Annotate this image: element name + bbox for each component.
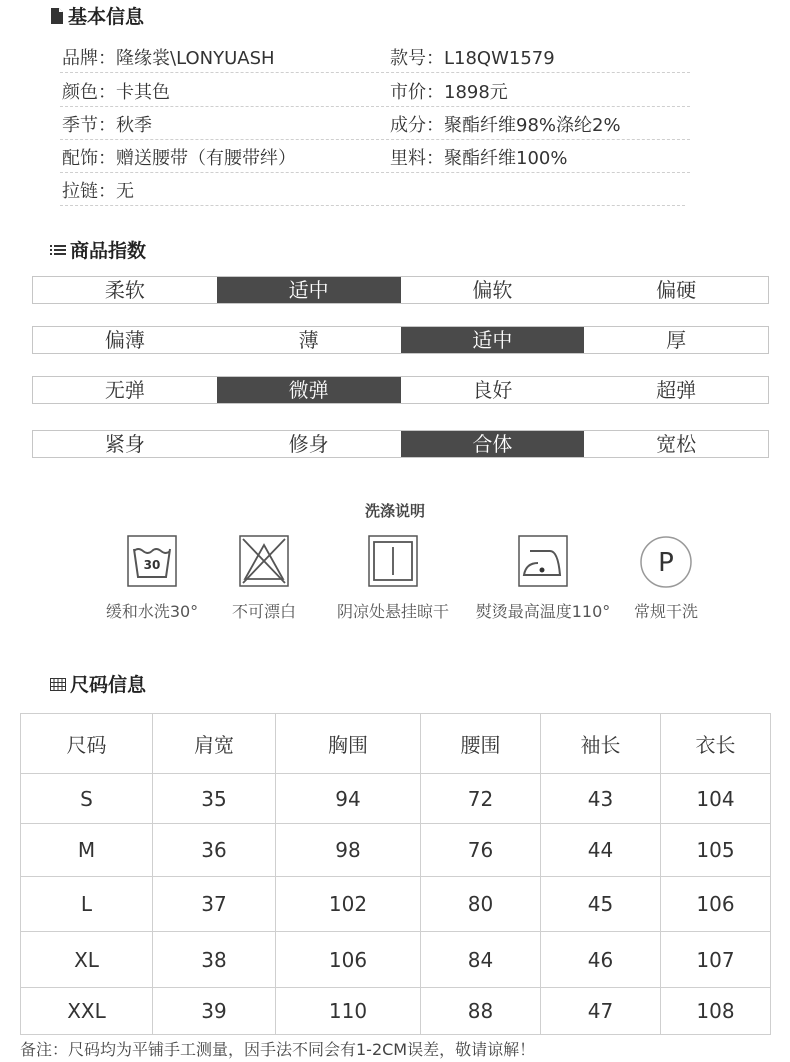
table-row [21,877,771,932]
index-option: 厚 [666,328,687,352]
index-option-selected: 适中 [217,277,401,303]
product-index-title [50,236,146,263]
measure-cell: 105 [661,824,771,877]
index-option: 良好 [472,378,513,402]
care-label: 缓和水洗30° [105,602,199,621]
measure-cell: 44 [541,824,661,877]
size-cell: XL [21,932,153,988]
info-field: 款号：L18QW1579 [390,48,555,69]
size-cell: XXL [21,988,153,1035]
measure-cell: 46 [541,932,661,988]
measure-cell: 108 [661,988,771,1035]
index-option: 超弹 [656,378,697,402]
column-header: 胸围 [276,714,421,774]
info-divider [60,205,685,206]
measure-cell: 98 [276,824,421,877]
index-option: 宽松 [656,432,697,456]
column-header: 腰围 [421,714,541,774]
measure-cell: 45 [541,877,661,932]
size-info-title [50,670,146,697]
index-option: 薄 [298,328,319,352]
measure-cell: 38 [153,932,276,988]
table-row [21,988,771,1035]
product-index-title-text: 商品指数 [70,240,147,262]
index-row [32,276,769,304]
dry-clean-symbol: P [658,548,674,578]
grid-icon [50,677,66,691]
table-row [21,824,771,877]
size-table-header [21,714,771,774]
index-option: 柔软 [104,278,145,302]
info-field: 成分：聚酯纤维98%涤纶2% [390,115,621,136]
list-icon [50,243,66,257]
info-divider [60,72,690,73]
info-field: 颜色：卡其色 [62,82,170,103]
wash-temperature: 30 [143,558,161,572]
index-option-selected: 合体 [401,431,585,457]
size-info-title-text: 尺码信息 [70,674,147,696]
table-row [21,932,771,988]
index-row [32,326,769,354]
basic-info-title-text: 基本信息 [68,6,145,28]
measure-cell: 94 [276,774,421,824]
iron-icon [518,535,568,587]
care-label: 不可漂白 [231,602,296,621]
care-item-dry-clean [591,535,741,622]
basic-info-title [50,2,144,29]
info-field: 品牌：隆缘裳\LONYUASH [62,48,275,69]
index-row [32,376,769,404]
index-option: 无弹 [104,378,145,402]
index-option: 偏硬 [656,278,697,302]
wash-30-icon [127,535,177,587]
measure-cell: 84 [421,932,541,988]
size-cell: L [21,877,153,932]
info-field: 市价：1898元 [390,82,508,103]
info-field: 季节：秋季 [62,115,152,136]
measure-cell: 43 [541,774,661,824]
measure-cell: 88 [421,988,541,1035]
measure-cell: 35 [153,774,276,824]
care-item-bleach [189,535,339,622]
care-label: 阴凉处悬挂晾干 [336,602,449,621]
column-header: 衣长 [661,714,771,774]
care-title: 洗涤说明 [364,502,425,520]
measure-cell: 47 [541,988,661,1035]
index-option: 偏薄 [104,328,145,352]
info-divider [60,172,690,173]
measure-cell: 76 [421,824,541,877]
index-row [32,430,769,458]
size-cell: S [21,774,153,824]
info-field: 里料：聚酯纤维100% [390,148,568,169]
info-divider [60,139,690,140]
measure-cell: 72 [421,774,541,824]
info-divider [60,106,690,107]
document-icon [50,7,64,25]
index-option-selected: 微弹 [217,377,401,403]
column-header: 尺码 [21,714,153,774]
dry-clean-icon [639,535,693,589]
info-field: 拉链：无 [62,181,134,202]
measure-cell: 104 [661,774,771,824]
measure-cell: 106 [276,932,421,988]
column-header: 肩宽 [153,714,276,774]
measure-cell: 107 [661,932,771,988]
column-header: 袖长 [541,714,661,774]
care-item-dry [318,535,468,622]
measure-cell: 36 [153,824,276,877]
measure-cell: 110 [276,988,421,1035]
table-row [21,774,771,824]
size-note: 备注：尺码均为平铺手工测量，因手法不同会有1-2CM误差，敬请谅解！ [20,1040,536,1059]
measure-cell: 106 [661,877,771,932]
index-option: 偏软 [472,278,513,302]
measure-cell: 37 [153,877,276,932]
index-option: 紧身 [104,432,145,456]
index-option-selected: 适中 [401,327,585,353]
measure-cell: 39 [153,988,276,1035]
care-label: 熨烫最高温度110° [475,602,611,621]
care-label: 常规干洗 [633,602,698,621]
measure-cell: 102 [276,877,421,932]
line-dry-shade-icon [368,535,418,587]
size-table [20,713,771,1035]
no-bleach-icon [239,535,289,587]
info-field: 配饰：赠送腰带（有腰带绊） [62,148,296,169]
size-cell: M [21,824,153,877]
index-option: 修身 [288,432,329,456]
measure-cell: 80 [421,877,541,932]
